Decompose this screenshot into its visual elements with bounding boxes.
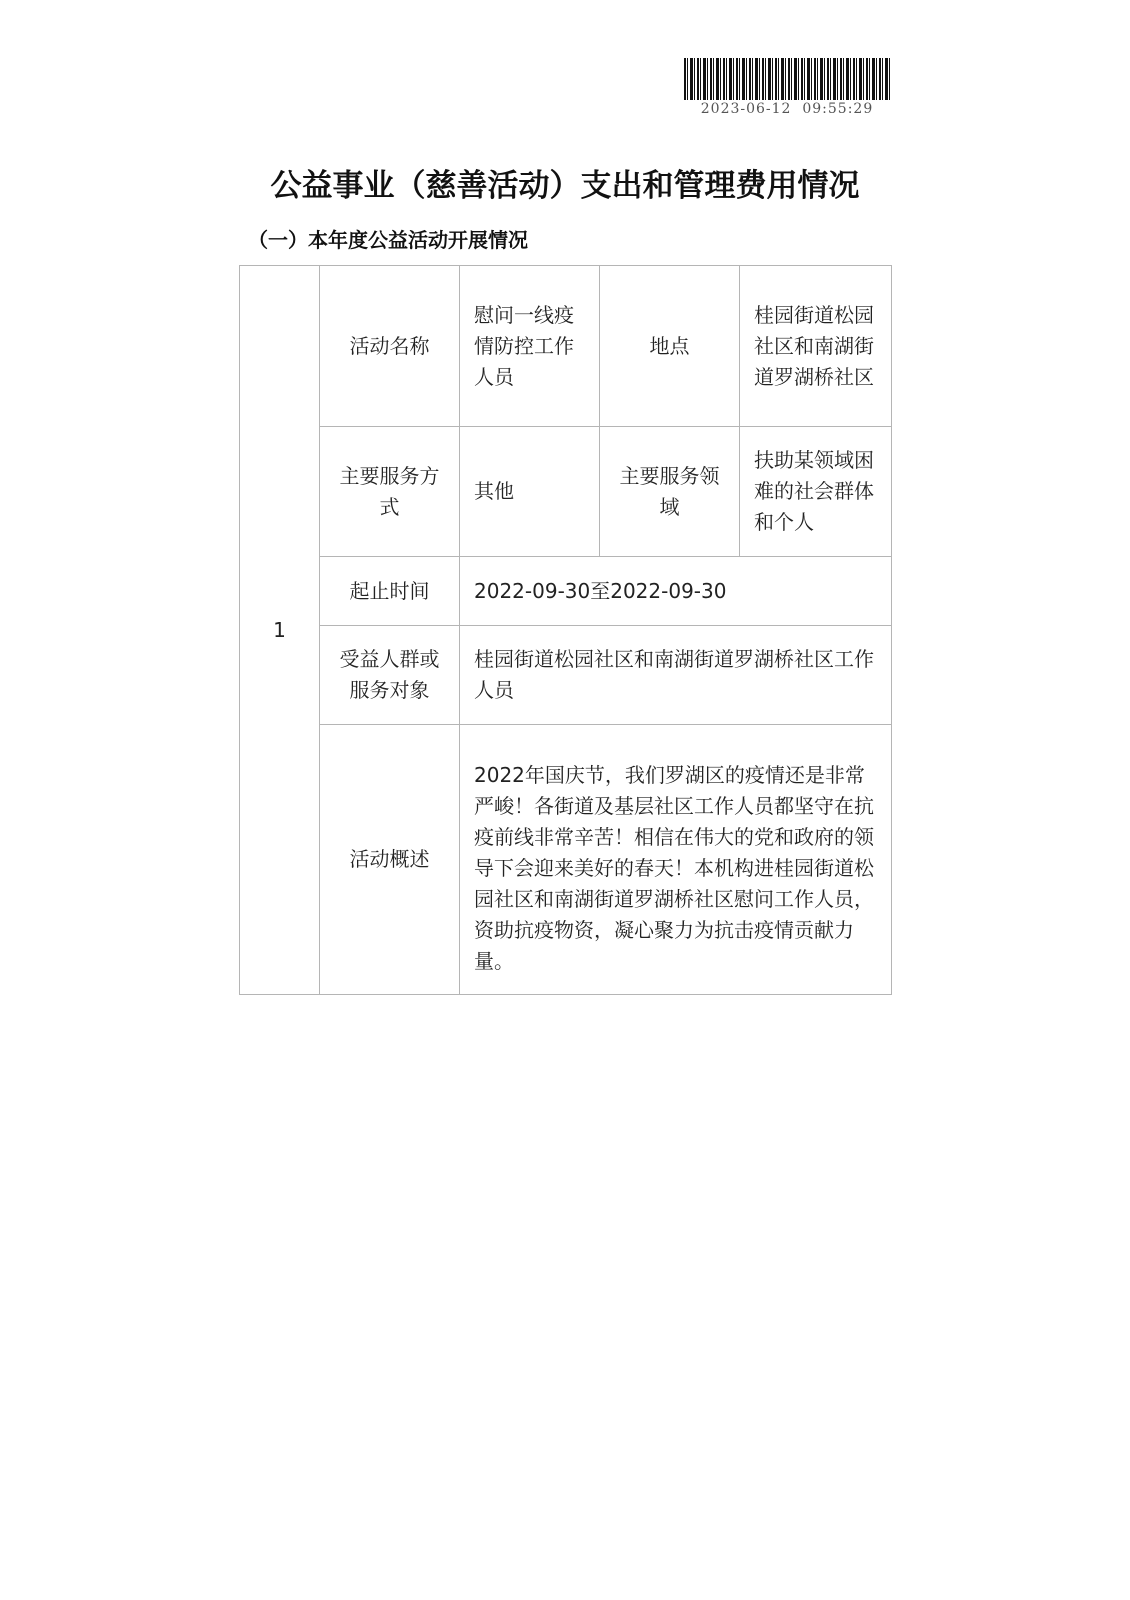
location-value: 桂园街道松园社区和南湖街道罗湖桥社区 <box>740 266 892 427</box>
location-label: 地点 <box>600 266 740 427</box>
service-mode-label: 主要服务方式 <box>320 427 460 557</box>
period-label: 起止时间 <box>320 557 460 626</box>
activity-name-value: 慰问一线疫情防控工作人员 <box>460 266 600 427</box>
table-row <box>240 427 892 557</box>
service-field-label: 主要服务领域 <box>600 427 740 557</box>
table-row <box>240 725 892 995</box>
beneficiaries-label: 受益人群或服务对象 <box>320 626 460 725</box>
table-row <box>240 266 892 427</box>
table-row <box>240 626 892 725</box>
activity-table <box>239 265 892 995</box>
barcode <box>684 58 890 100</box>
activity-name-label: 活动名称 <box>320 266 460 427</box>
barcode-timestamp: 2023-06-12 09:55:29 <box>700 101 874 117</box>
summary-value: 2022年国庆节，我们罗湖区的疫情还是非常严峻！各街道及基层社区工作人员都坚守在抗疫前线非常辛苦！相信在伟大的党和政府的领导下会迎来美好的春天！本机构进桂园街道松园社区和南湖街道罗湖桥社区慰问工作人员，资助抗疫物资，凝心聚力为抗击疫情贡献力量。 <box>460 725 892 995</box>
activity-index: 1 <box>240 266 320 995</box>
period-value: 2022-09-30至2022-09-30 <box>460 557 892 626</box>
section-title: （一）本年度公益活动开展情况 <box>248 228 528 252</box>
summary-label: 活动概述 <box>320 725 460 995</box>
table-row <box>240 557 892 626</box>
service-mode-value: 其他 <box>460 427 600 557</box>
service-field-value: 扶助某领域困难的社会群体和个人 <box>740 427 892 557</box>
beneficiaries-value: 桂园街道松园社区和南湖街道罗湖桥社区工作人员 <box>460 626 892 725</box>
page-title: 公益事业（慈善活动）支出和管理费用情况 <box>270 168 860 204</box>
